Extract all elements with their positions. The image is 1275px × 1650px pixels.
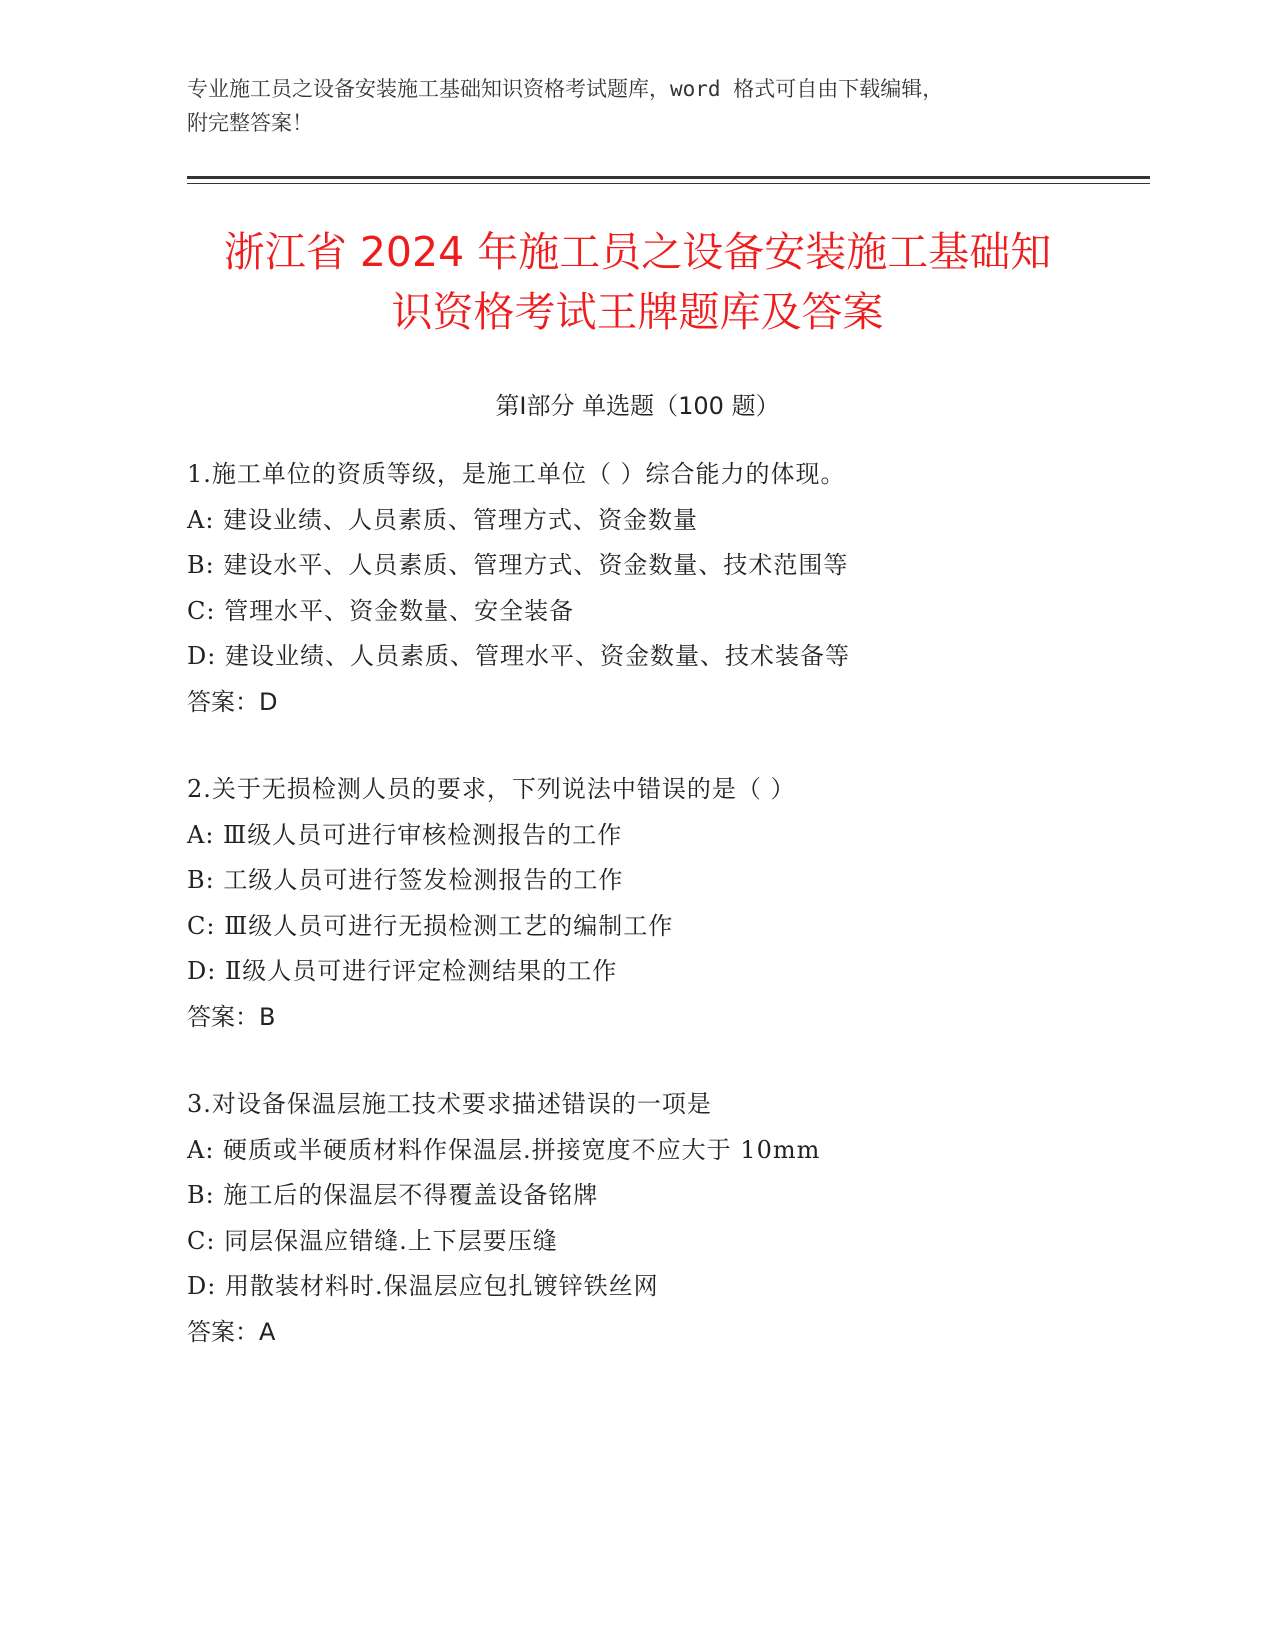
- header-divider-thick: [187, 176, 1150, 179]
- option-b: B: 建设水平、人员素质、管理方式、资金数量、技术范围等: [187, 551, 849, 579]
- option-c: C: 管理水平、资金数量、安全装备: [187, 596, 575, 625]
- option-d: D: 用散装材料时.保温层应包扎镀锌铁丝网: [187, 1272, 659, 1300]
- section-heading: 第Ⅰ部分 单选题（100 题）: [495, 392, 780, 420]
- question-1: [187, 452, 1147, 725]
- document-title: [140, 222, 1135, 342]
- header-note-line-2: 附完整答案！: [187, 111, 313, 135]
- option-b: B: 施工后的保温层不得覆盖设备铭牌: [187, 1181, 599, 1209]
- option-d: D: 建设业绩、人员素质、管理水平、资金数量、技术装备等: [187, 642, 850, 670]
- option-c: C: 同层保温应错缝.上下层要压缝: [187, 1226, 558, 1255]
- answer: 答案：D: [187, 687, 278, 716]
- header-note: [187, 72, 1087, 140]
- document-title-line-2: 识资格考试王牌题库及答案: [391, 288, 884, 336]
- header-note-line-1: 专业施工员之设备安装施工基础知识资格考试题库，word 格式可自由下载编辑，: [187, 77, 944, 101]
- answer: 答案：B: [187, 1002, 276, 1031]
- question-3: [187, 1082, 1147, 1355]
- option-b: B: 工级人员可进行签发检测报告的工作: [187, 866, 624, 894]
- question-stem: 1.施工单位的资质等级，是施工单位（ ）综合能力的体现。: [187, 460, 846, 488]
- option-c: C: Ⅲ级人员可进行无损检测工艺的编制工作: [187, 911, 674, 940]
- option-a: A: 硬质或半硬质材料作保温层.拼接宽度不应大于 10mm: [187, 1135, 821, 1164]
- document-title-line-1: 浙江省 2024 年施工员之设备安装施工基础知: [223, 228, 1052, 276]
- header-divider-thin: [187, 183, 1150, 184]
- option-a: A: 建设业绩、人员素质、管理方式、资金数量: [187, 505, 699, 534]
- question-stem: 2.关于无损检测人员的要求，下列说法中错误的是（ ）: [187, 775, 796, 803]
- question-2: [187, 767, 1147, 1040]
- option-d: D: Ⅱ级人员可进行评定检测结果的工作: [187, 957, 618, 985]
- question-stem: 3.对设备保温层施工技术要求描述错误的一项是: [187, 1090, 712, 1118]
- answer: 答案：A: [187, 1317, 276, 1346]
- option-a: A: Ⅲ级人员可进行审核检测报告的工作: [187, 820, 623, 849]
